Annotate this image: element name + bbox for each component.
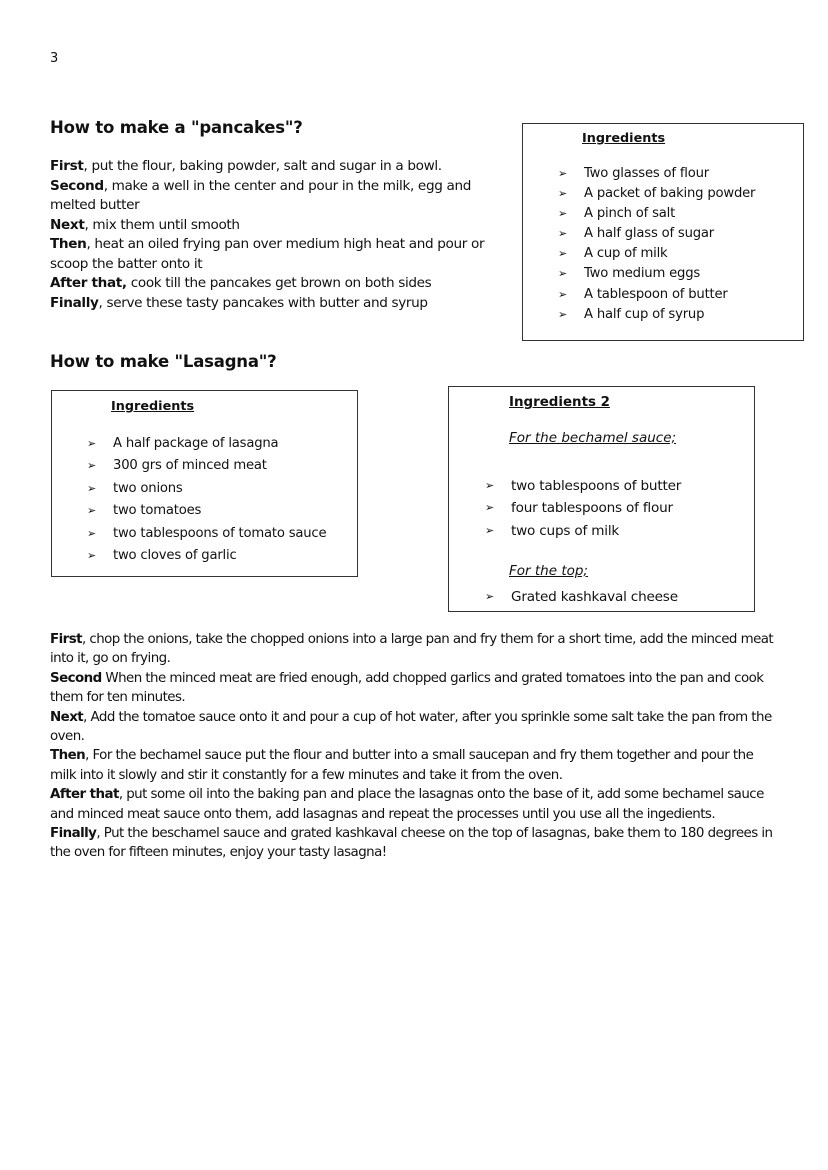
arrow-bullet-icon: ➢ [558,227,568,241]
ingredients-title: Ingredients [582,131,666,146]
lasagna-heading: How to make "Lasagna"? [50,352,277,371]
pancakes-steps [50,157,520,313]
pancakes-ingredients-list [558,164,755,325]
top-ingredients-list [485,586,678,608]
pancake-step: Second, make a well in the center and pour in the milk, egg and melted butter [50,177,471,213]
list-item: ➢ A pinch of salt [558,204,755,224]
lasagna-step: After that, put some oil into the baking pan and place the lasagnas onto the base of it, add some bechamel sauce and minced meat sauce onto them, add lasagnas and repeat the processes until you use all the ingedients. [50,787,764,822]
lasagna-step: First, chop the onions, take the chopped onions into a large pan and fry them for a short time, add the minced meat into it, go on frying. [50,632,774,667]
pancake-step: Then, heat an oiled frying pan over medium high heat and pour or scoop the batter onto it [50,236,485,272]
pancakes-ingredients-box [522,123,804,341]
arrow-bullet-icon: ➢ [87,437,97,450]
lasagna-ingredients-box [51,390,358,577]
list-item: ➢ Two glasses of flour [558,164,755,184]
lasagna-step: Finally, Put the beschamel sauce and grated kashkaval cheese on the top of lasagnas, bake them to 180 degrees in the oven for fifteen minutes, enjoy your tasty lasagna! [50,826,773,861]
arrow-bullet-icon: ➢ [558,247,568,261]
list-item: ➢ two tablespoons of butter [485,475,681,497]
list-item: ➢ A half cup of syrup [558,305,755,325]
pancake-step: Finally, serve these tasty pancakes with butter and syrup [50,294,428,311]
pancake-step: After that, cook till the pancakes get brown on both sides [50,275,432,291]
lasagna-ingredients2-box [448,386,755,612]
arrow-bullet-icon: ➢ [87,526,97,540]
list-item: ➢ two tablespoons of tomato sauce [87,523,326,545]
bechamel-subheading: For the bechamel sauce; [509,430,677,446]
arrow-bullet-icon: ➢ [87,549,97,563]
arrow-bullet-icon: ➢ [485,590,495,603]
list-item: ➢ Grated kashkaval cheese [485,586,678,608]
page-number: 3 [50,51,59,66]
list-item: ➢ two tomatoes [87,500,326,522]
arrow-bullet-icon: ➢ [558,167,568,180]
list-item: ➢ A tablespoon of butter [558,285,755,305]
arrow-bullet-icon: ➢ [87,459,97,473]
pancake-step: First, put the flour, baking powder, salt and sugar in a bowl. [50,158,442,174]
list-item: ➢ Two medium eggs [558,264,755,284]
arrow-bullet-icon: ➢ [485,479,495,492]
lasagna-ingredients-list [87,433,326,567]
arrow-bullet-icon: ➢ [558,207,568,221]
list-item: ➢ A packet of baking powder [558,184,755,204]
arrow-bullet-icon: ➢ [485,523,495,537]
arrow-bullet-icon: ➢ [485,501,495,515]
arrow-bullet-icon: ➢ [558,187,568,201]
lasagna-step: Then, For the bechamel sauce put the flour and butter into a small saucepan and fry them together and pour the milk into it slowly and stir it constantly for a few minutes and take it from the oven. [50,748,754,783]
ingredients-title: Ingredients [111,399,195,414]
arrow-bullet-icon: ➢ [558,267,568,281]
pancake-step: Next, mix them until smooth [50,216,240,233]
list-item: ➢ A half package of lasagna [87,433,326,455]
ingredients2-title: Ingredients 2 [509,395,610,410]
lasagna-step: Second When the minced meat are fried enough, add chopped garlics and grated tomatoes into the pan and cook them for ten minutes. [50,670,764,706]
lasagna-steps [50,630,778,863]
top-subheading: For the top; [509,563,588,579]
list-item: ➢ A half glass of sugar [558,224,755,244]
list-item: ➢ A cup of milk [558,244,755,264]
arrow-bullet-icon: ➢ [87,504,97,518]
list-item: ➢ two onions [87,478,326,500]
bechamel-ingredients-list [485,475,681,542]
list-item: ➢ four tablespoons of flour [485,497,681,519]
arrow-bullet-icon: ➢ [558,287,568,301]
pancakes-heading: How to make a "pancakes"? [50,118,303,137]
arrow-bullet-icon: ➢ [558,307,568,321]
list-item: ➢ 300 grs of minced meat [87,455,326,477]
lasagna-step: Next, Add the tomatoe sauce onto it and pour a cup of hot water, after you sprinkle some salt take the pan from the oven. [50,709,772,745]
list-item: ➢ two cloves of garlic [87,545,326,567]
list-item: ➢ two cups of milk [485,520,681,542]
arrow-bullet-icon: ➢ [87,481,97,495]
